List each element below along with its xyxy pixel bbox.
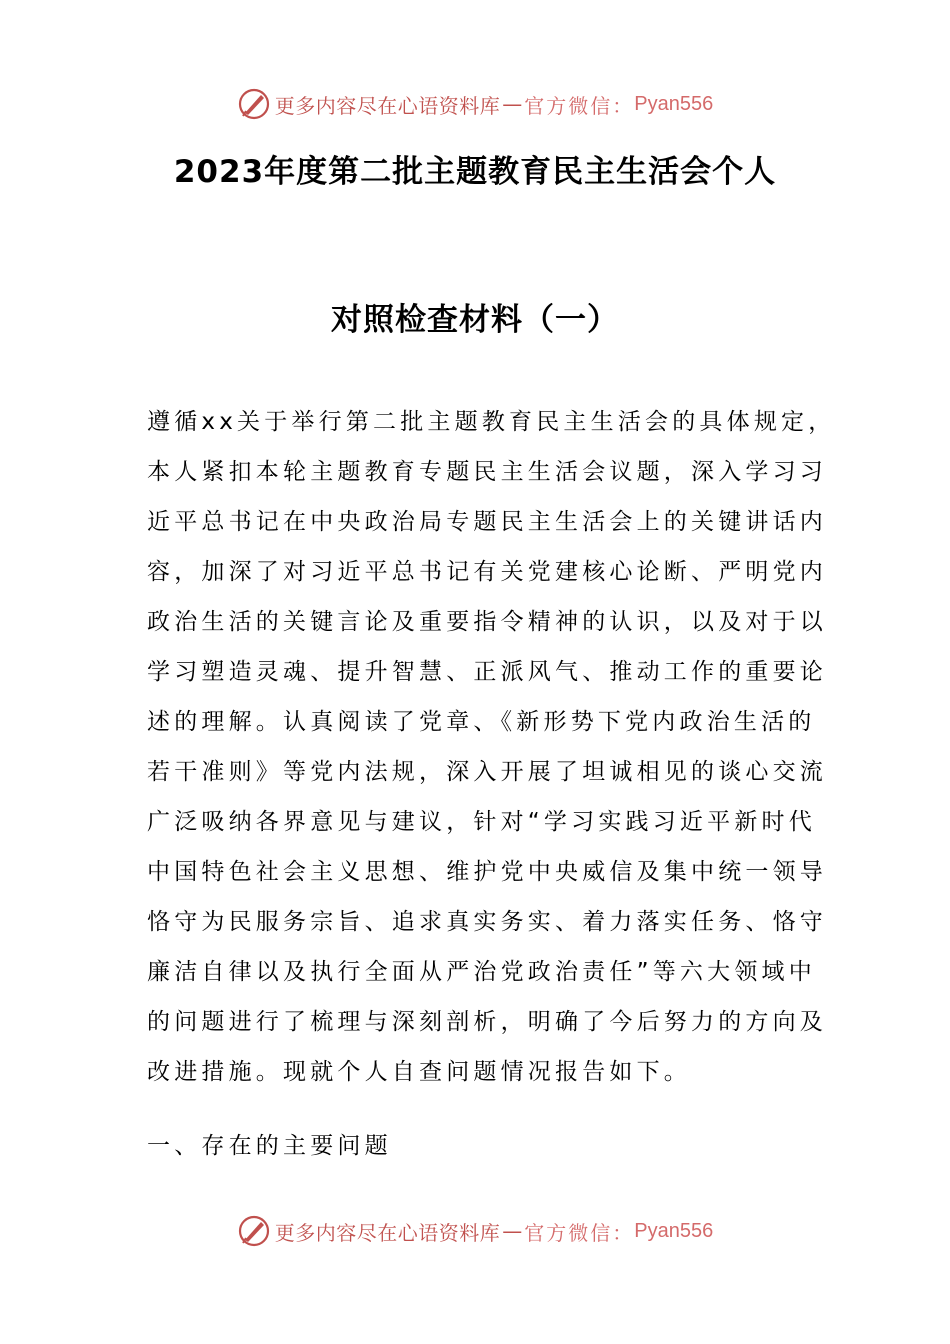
paragraph-line: 政治生活的关键言论及重要指令精神的认识，以及对于以 [147,609,827,635]
watermark-text: 更多内容尽在心语资料库 [274,1220,501,1245]
paragraph-line: 广泛吸纳各界意见与建议，针对“学习实践习近平新时代 [147,809,816,835]
paragraph-line: 述的理解。认真阅读了党章、《新形势下党内政治生活的 [147,709,816,735]
paragraph-line: 中国特色社会主义思想、维护党中央威信及集中统一领导 [147,859,827,885]
quill-logo-icon [237,1214,271,1248]
paragraph-line: 近平总书记在中央政治局专题民主生活会上的关键讲话内 [147,509,827,535]
watermark-label: 官方微信： [524,1220,635,1245]
watermark-wechat-id: Pyan556 [634,92,714,115]
paragraph-line: 恪守为民服务宗旨、追求真实务实、着力落实任务、恪守 [147,909,827,935]
watermark-wechat-id: Pyan556 [634,1219,714,1242]
document-title-line-2: 对照检查材料（一） [331,302,619,338]
document-title-line-1: 2023年度第二批主题教育民主生活会个人 [173,154,777,190]
paragraph-line: 容，加深了对习近平总书记有关党建核心论断、严明党内 [147,559,827,585]
quill-logo-icon [237,87,271,121]
paragraph-line: 若干准则》等党内法规，深入开展了坦诚相见的谈心交流 [147,759,827,785]
paragraph-line: 廉洁自律以及执行全面从严治党政治责任”等六大领域中 [147,959,816,985]
watermark-label: 官方微信： [524,93,635,118]
watermark-dash: — [502,1219,523,1243]
body-paragraph [147,397,836,1097]
paragraph-line: 改进措施。现就个人自查问题情况报告如下。 [147,1059,691,1085]
paragraph-line: 本人紧扣本轮主题教育专题民主生活会议题，深入学习习 [147,459,827,485]
section-heading: 一、存在的主要问题 [147,1133,392,1159]
paragraph-line: 的问题进行了梳理与深刻剖析，明确了今后努力的方向及 [147,1009,827,1035]
footer-watermark [0,1209,950,1253]
header-watermark [0,82,950,126]
paragraph-line: 学习塑造灵魂、提升智慧、正派风气、推动工作的重要论 [147,659,827,685]
paragraph-line: 遵循xx关于举行第二批主题教育民主生活会的具体规定， [147,409,836,435]
watermark-text: 更多内容尽在心语资料库 [274,93,501,118]
watermark-dash: — [502,92,523,116]
